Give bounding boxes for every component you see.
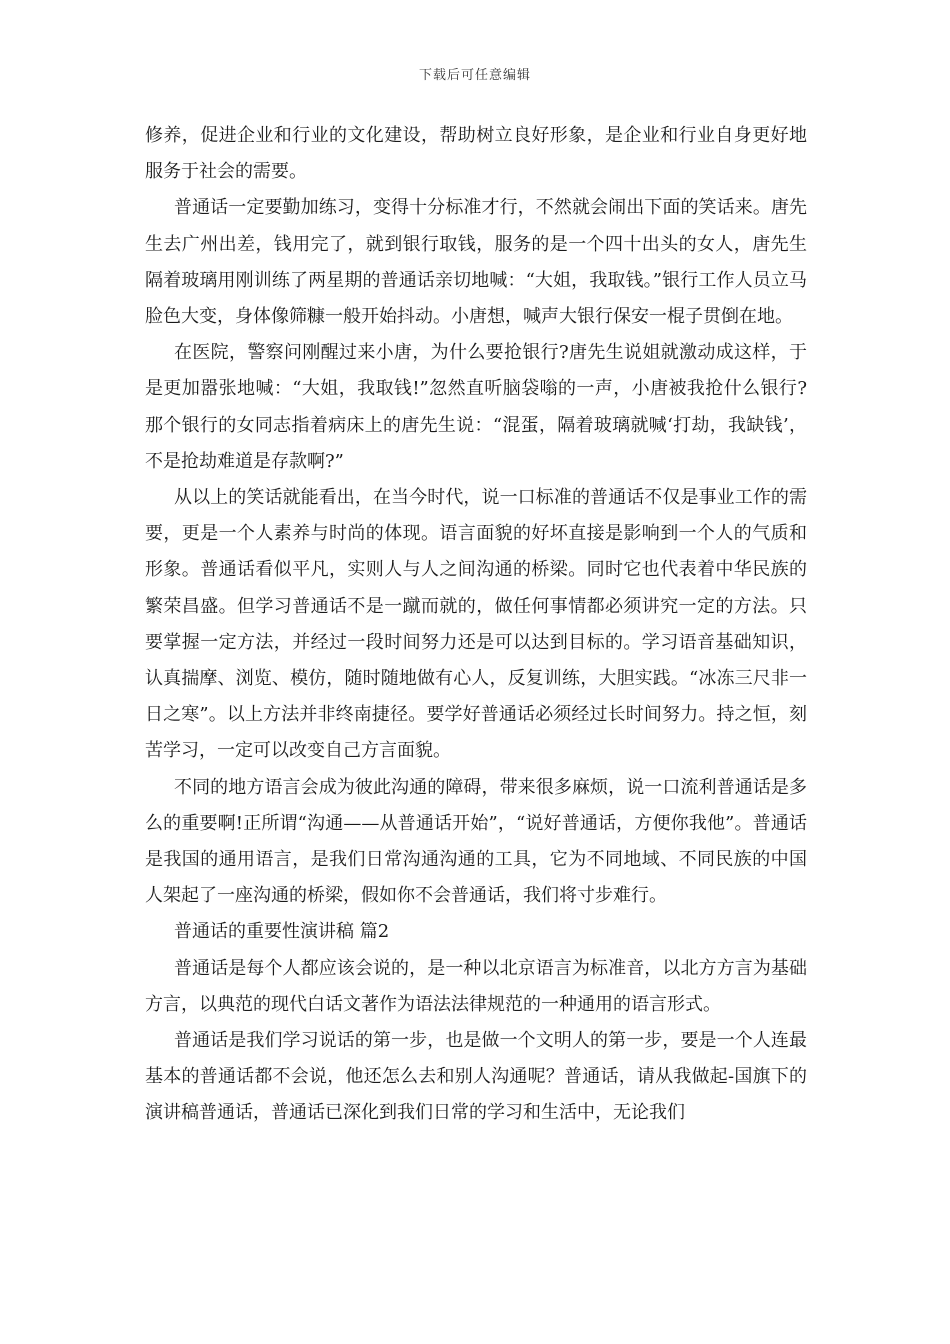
paragraph-continuation: 修养，促进企业和行业的文化建设，帮助树立良好形象，是企业和行业自身更好地服务于社会的需要。 xyxy=(145,125,807,183)
paragraph-importance: 从以上的笑话就能看出，在当今时代，说一口标准的普通话不仅是事业工作的需要，更是一个人素养与时尚的体现。语言面貌的好坏直接是影响到一个人的气质和形象。普通话看似平凡，实则人与人之间沟通的桥梁。同时它也代表着中华民族的繁荣昌盛。但学习普通话不是一蹴而就的，做任何事情都必须讲究一定的方法。只要掌握一定方法，并经过一段时间努力还是可以达到目标的。学习语音基础知识，认真揣摩、浏览、模仿，随时随地做有心人，反复训练，大胆实践。“冰冻三尺非一日之寒”。以上方法并非终南捷径。要学好普通话必须经过长时间努力。持之恒，刻苦学习，一定可以改变自己方言面貌。 xyxy=(145,487,807,762)
page-header-note: 下载后可任意编辑 xyxy=(418,68,531,83)
paragraph-definition: 普通话是每个人都应该会说的，是一种以北京语言为标准音，以北方方言为基础方言，以典范的现代白话文著作为语法法律规范的一种通用的语言形式。 xyxy=(145,957,807,1015)
section-heading: 普通话的重要性演讲稿 篇2 xyxy=(174,921,390,943)
document-body xyxy=(145,118,807,1132)
paragraph-communication: 不同的地方语言会成为彼此沟通的障碍，带来很多麻烦，说一口流利普通话是多么的重要啊!正所谓“沟通——从普通话开始”，“说好普通话，方便你我他”。普通话是我国的通用语言，是我们日常沟通沟通的工具，它为不同地域、不同民族的中国人架起了一座沟通的桥梁，假如你不会普通话，我们将寸步难行。 xyxy=(145,776,807,907)
paragraph-joke-intro: 普通话一定要勤加练习，变得十分标准才行，不然就会闹出下面的笑话来。唐先生去广州出差，钱用完了，就到银行取钱，服务的是一个四十出头的女人，唐先生隔着玻璃用刚训练了两星期的普通话亲切地喊：“大姐，我取钱。”银行工作人员立马脸色大变，身体像筛糠一般开始抖动。小唐想，喊声大银行保安一棍子贯倒在地。 xyxy=(145,197,807,328)
paragraph-hospital: 在医院，警察问刚醒过来小唐，为什么要抢银行?唐先生说姐就激动成这样，于是更加嚣张地喊：“大姐，我取钱!”忽然直听脑袋嗡的一声，小唐被我抢什么银行?那个银行的女同志指着病床上的唐先生说：“混蛋，隔着玻璃就喊‘打劫，我缺钱’，不是抢劫难道是存款啊?” xyxy=(145,342,807,472)
paragraph-first-step: 普通话是我们学习说话的第一步，也是做一个文明人的第一步，要是一个人连最基本的普通话都不会说，他还怎么去和别人沟通呢？普通话，请从我做起-国旗下的演讲稿普通话，普通话已深化到我们日常的学习和生活中，无论我们 xyxy=(145,1030,807,1124)
